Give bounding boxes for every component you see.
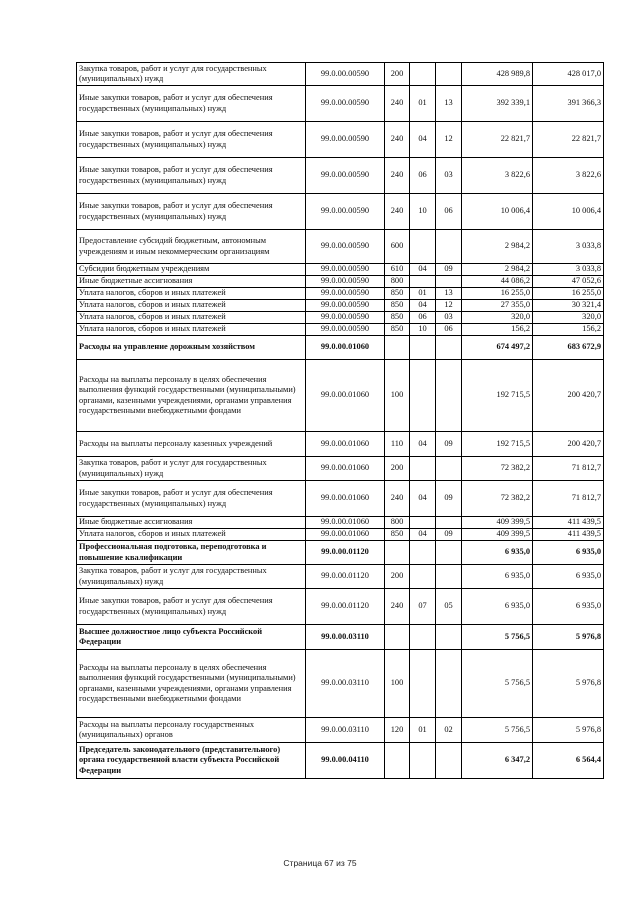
cell-amount-year-2: 200 420,7 xyxy=(533,432,604,457)
table-row xyxy=(77,432,604,457)
cell-name: Субсидии бюджетным учреждениям xyxy=(77,264,306,276)
table-row xyxy=(77,276,604,288)
cell-name: Уплата налогов, сборов и иных платежей xyxy=(77,288,306,300)
cell-expense-type: 120 xyxy=(385,718,410,743)
cell-section: 01 xyxy=(410,86,436,122)
cell-amount-year-1: 2 984,2 xyxy=(462,264,533,276)
cell-subsection xyxy=(436,517,462,529)
cell-name: Иные бюджетные ассигнования xyxy=(77,276,306,288)
cell-expense-type xyxy=(385,625,410,650)
cell-target-code: 99.0.00.00590 xyxy=(306,312,385,324)
budget-table-body xyxy=(77,63,604,779)
cell-subsection xyxy=(436,360,462,432)
cell-expense-type: 610 xyxy=(385,264,410,276)
cell-section xyxy=(410,541,436,565)
cell-target-code: 99.0.00.01060 xyxy=(306,432,385,457)
cell-name: Председатель законодательного (представительного) органа государственной власти субъекта Российской Федерации xyxy=(77,743,306,779)
cell-section xyxy=(410,230,436,264)
cell-subsection xyxy=(436,457,462,481)
cell-target-code: 99.0.00.01060 xyxy=(306,336,385,360)
cell-name: Иные бюджетные ассигнования xyxy=(77,517,306,529)
cell-amount-year-1: 16 255,0 xyxy=(462,288,533,300)
budget-table xyxy=(76,62,604,779)
cell-amount-year-1: 674 497,2 xyxy=(462,336,533,360)
cell-section xyxy=(410,625,436,650)
cell-amount-year-1: 72 382,2 xyxy=(462,457,533,481)
cell-section: 10 xyxy=(410,324,436,336)
cell-amount-year-2: 71 812,7 xyxy=(533,481,604,517)
cell-name: Уплата налогов, сборов и иных платежей xyxy=(77,324,306,336)
cell-amount-year-1: 5 756,5 xyxy=(462,718,533,743)
cell-section: 01 xyxy=(410,288,436,300)
cell-expense-type xyxy=(385,336,410,360)
table-row xyxy=(77,63,604,86)
cell-name: Профессиональная подготовка, переподготовка и повышение квалификации xyxy=(77,541,306,565)
cell-name: Иные закупки товаров, работ и услуг для обеспечения государственных (муниципальных) нужд xyxy=(77,589,306,625)
table-row xyxy=(77,324,604,336)
cell-amount-year-1: 5 756,5 xyxy=(462,650,533,718)
cell-target-code: 99.0.00.01120 xyxy=(306,541,385,565)
cell-amount-year-1: 320,0 xyxy=(462,312,533,324)
cell-expense-type: 110 xyxy=(385,432,410,457)
cell-expense-type: 850 xyxy=(385,312,410,324)
cell-name: Высшее должностное лицо субъекта Российской Федерации xyxy=(77,625,306,650)
cell-amount-year-2: 22 821,7 xyxy=(533,122,604,158)
cell-subsection xyxy=(436,650,462,718)
cell-amount-year-1: 22 821,7 xyxy=(462,122,533,158)
cell-subsection: 12 xyxy=(436,122,462,158)
cell-target-code: 99.0.00.01060 xyxy=(306,360,385,432)
cell-expense-type: 240 xyxy=(385,481,410,517)
cell-expense-type: 850 xyxy=(385,324,410,336)
table-row xyxy=(77,122,604,158)
cell-name: Закупка товаров, работ и услуг для государственных (муниципальных) нужд xyxy=(77,457,306,481)
table-row xyxy=(77,158,604,194)
table-row xyxy=(77,312,604,324)
cell-name: Иные закупки товаров, работ и услуг для обеспечения государственных (муниципальных) нужд xyxy=(77,194,306,230)
cell-amount-year-2: 5 976,8 xyxy=(533,718,604,743)
cell-amount-year-1: 44 086,2 xyxy=(462,276,533,288)
cell-name: Закупка товаров, работ и услуг для государственных (муниципальных) нужд xyxy=(77,63,306,86)
cell-subsection xyxy=(436,541,462,565)
cell-section: 04 xyxy=(410,432,436,457)
cell-amount-year-1: 3 822,6 xyxy=(462,158,533,194)
cell-name: Иные закупки товаров, работ и услуг для обеспечения государственных (муниципальных) нужд xyxy=(77,86,306,122)
cell-section: 04 xyxy=(410,529,436,541)
cell-amount-year-1: 6 935,0 xyxy=(462,565,533,589)
cell-section: 04 xyxy=(410,300,436,312)
cell-amount-year-2: 3 033,8 xyxy=(533,230,604,264)
cell-expense-type xyxy=(385,743,410,779)
cell-expense-type: 800 xyxy=(385,276,410,288)
cell-section xyxy=(410,360,436,432)
cell-amount-year-2: 10 006,4 xyxy=(533,194,604,230)
cell-target-code: 99.0.00.03110 xyxy=(306,718,385,743)
cell-amount-year-1: 192 715,5 xyxy=(462,432,533,457)
cell-amount-year-2: 30 321,4 xyxy=(533,300,604,312)
cell-subsection xyxy=(436,63,462,86)
cell-subsection: 03 xyxy=(436,312,462,324)
table-row xyxy=(77,718,604,743)
cell-name: Иные закупки товаров, работ и услуг для обеспечения государственных (муниципальных) нужд xyxy=(77,481,306,517)
cell-amount-year-2: 6 564,4 xyxy=(533,743,604,779)
cell-name: Уплата налогов, сборов и иных платежей xyxy=(77,529,306,541)
cell-amount-year-2: 6 935,0 xyxy=(533,589,604,625)
cell-subsection xyxy=(436,230,462,264)
page-number: Страница 67 из 75 xyxy=(283,858,357,868)
cell-amount-year-1: 6 935,0 xyxy=(462,589,533,625)
cell-name: Расходы на выплаты персоналу казенных учреждений xyxy=(77,432,306,457)
table-row xyxy=(77,264,604,276)
cell-expense-type: 850 xyxy=(385,529,410,541)
cell-section: 07 xyxy=(410,589,436,625)
cell-amount-year-1: 10 006,4 xyxy=(462,194,533,230)
cell-expense-type: 240 xyxy=(385,589,410,625)
cell-amount-year-2: 411 439,5 xyxy=(533,529,604,541)
cell-section xyxy=(410,457,436,481)
cell-subsection: 06 xyxy=(436,324,462,336)
cell-amount-year-2: 3 033,8 xyxy=(533,264,604,276)
cell-target-code: 99.0.00.00590 xyxy=(306,288,385,300)
cell-amount-year-2: 6 935,0 xyxy=(533,565,604,589)
table-row xyxy=(77,288,604,300)
cell-subsection: 09 xyxy=(436,529,462,541)
cell-target-code: 99.0.00.01060 xyxy=(306,517,385,529)
cell-section xyxy=(410,276,436,288)
cell-amount-year-2: 156,2 xyxy=(533,324,604,336)
cell-amount-year-2: 5 976,8 xyxy=(533,625,604,650)
table-row xyxy=(77,650,604,718)
cell-amount-year-1: 6 935,0 xyxy=(462,541,533,565)
cell-target-code: 99.0.00.00590 xyxy=(306,122,385,158)
cell-expense-type: 850 xyxy=(385,288,410,300)
cell-amount-year-2: 71 812,7 xyxy=(533,457,604,481)
cell-section: 04 xyxy=(410,122,436,158)
table-row xyxy=(77,743,604,779)
cell-subsection xyxy=(436,743,462,779)
cell-subsection: 13 xyxy=(436,86,462,122)
cell-name: Расходы на управление дорожным хозяйством xyxy=(77,336,306,360)
cell-amount-year-1: 392 339,1 xyxy=(462,86,533,122)
table-row xyxy=(77,360,604,432)
cell-target-code: 99.0.00.00590 xyxy=(306,194,385,230)
cell-subsection: 05 xyxy=(436,589,462,625)
cell-expense-type: 100 xyxy=(385,360,410,432)
cell-name: Расходы на выплаты персоналу в целях обеспечения выполнения функций государственными (муниципальными) органами, казенными учреждениями, органами управления государственными внебюджетными фондами xyxy=(77,360,306,432)
cell-subsection: 09 xyxy=(436,481,462,517)
cell-section xyxy=(410,517,436,529)
cell-amount-year-2: 320,0 xyxy=(533,312,604,324)
cell-amount-year-2: 391 366,3 xyxy=(533,86,604,122)
cell-target-code: 99.0.00.00590 xyxy=(306,158,385,194)
cell-amount-year-1: 5 756,5 xyxy=(462,625,533,650)
cell-target-code: 99.0.00.01060 xyxy=(306,457,385,481)
cell-expense-type: 850 xyxy=(385,300,410,312)
cell-amount-year-2: 16 255,0 xyxy=(533,288,604,300)
cell-subsection: 06 xyxy=(436,194,462,230)
table-row xyxy=(77,457,604,481)
cell-section xyxy=(410,743,436,779)
cell-amount-year-1: 72 382,2 xyxy=(462,481,533,517)
table-row xyxy=(77,541,604,565)
table-row xyxy=(77,481,604,517)
cell-name: Закупка товаров, работ и услуг для государственных (муниципальных) нужд xyxy=(77,565,306,589)
cell-expense-type: 200 xyxy=(385,565,410,589)
cell-target-code: 99.0.00.00590 xyxy=(306,230,385,264)
cell-section xyxy=(410,336,436,360)
cell-expense-type: 240 xyxy=(385,158,410,194)
cell-target-code: 99.0.00.00590 xyxy=(306,300,385,312)
table-row xyxy=(77,230,604,264)
cell-name: Иные закупки товаров, работ и услуг для обеспечения государственных (муниципальных) нужд xyxy=(77,158,306,194)
table-row xyxy=(77,86,604,122)
cell-section xyxy=(410,63,436,86)
cell-amount-year-1: 428 989,8 xyxy=(462,63,533,86)
cell-amount-year-1: 409 399,5 xyxy=(462,517,533,529)
cell-target-code: 99.0.00.03110 xyxy=(306,625,385,650)
cell-amount-year-1: 2 984,2 xyxy=(462,230,533,264)
table-row xyxy=(77,529,604,541)
cell-amount-year-2: 5 976,8 xyxy=(533,650,604,718)
table-row xyxy=(77,565,604,589)
cell-subsection xyxy=(436,336,462,360)
cell-section xyxy=(410,565,436,589)
cell-subsection: 02 xyxy=(436,718,462,743)
table-row xyxy=(77,589,604,625)
cell-amount-year-1: 27 355,0 xyxy=(462,300,533,312)
table-row xyxy=(77,336,604,360)
cell-section: 10 xyxy=(410,194,436,230)
table-row xyxy=(77,625,604,650)
cell-target-code: 99.0.00.03110 xyxy=(306,650,385,718)
cell-section: 04 xyxy=(410,264,436,276)
cell-name: Предоставление субсидий бюджетным, автономным учреждениям и иным некоммерческим организациям xyxy=(77,230,306,264)
cell-subsection: 09 xyxy=(436,432,462,457)
cell-subsection xyxy=(436,625,462,650)
cell-target-code: 99.0.00.01120 xyxy=(306,589,385,625)
cell-amount-year-2: 6 935,0 xyxy=(533,541,604,565)
cell-target-code: 99.0.00.01120 xyxy=(306,565,385,589)
cell-target-code: 99.0.00.00590 xyxy=(306,324,385,336)
cell-subsection: 12 xyxy=(436,300,462,312)
cell-amount-year-2: 411 439,5 xyxy=(533,517,604,529)
cell-amount-year-2: 428 017,0 xyxy=(533,63,604,86)
cell-section: 01 xyxy=(410,718,436,743)
cell-name: Уплата налогов, сборов и иных платежей xyxy=(77,300,306,312)
cell-subsection: 09 xyxy=(436,264,462,276)
cell-name: Расходы на выплаты персоналу в целях обеспечения выполнения функций государственными (муниципальными) органами, казенными учреждениями, органами управления государственными внебюджетными фондами xyxy=(77,650,306,718)
cell-amount-year-1: 192 715,5 xyxy=(462,360,533,432)
cell-target-code: 99.0.00.01060 xyxy=(306,481,385,517)
table-row xyxy=(77,300,604,312)
cell-target-code: 99.0.00.01060 xyxy=(306,529,385,541)
cell-expense-type: 240 xyxy=(385,86,410,122)
cell-amount-year-1: 156,2 xyxy=(462,324,533,336)
cell-target-code: 99.0.00.00590 xyxy=(306,276,385,288)
cell-amount-year-2: 683 672,9 xyxy=(533,336,604,360)
cell-expense-type: 240 xyxy=(385,194,410,230)
cell-section: 06 xyxy=(410,158,436,194)
cell-subsection: 03 xyxy=(436,158,462,194)
cell-name: Иные закупки товаров, работ и услуг для обеспечения государственных (муниципальных) нужд xyxy=(77,122,306,158)
cell-amount-year-2: 47 052,6 xyxy=(533,276,604,288)
cell-expense-type: 100 xyxy=(385,650,410,718)
cell-section xyxy=(410,650,436,718)
cell-expense-type: 200 xyxy=(385,457,410,481)
cell-expense-type: 240 xyxy=(385,122,410,158)
cell-section: 06 xyxy=(410,312,436,324)
cell-target-code: 99.0.00.00590 xyxy=(306,264,385,276)
cell-amount-year-2: 3 822,6 xyxy=(533,158,604,194)
table-row xyxy=(77,194,604,230)
cell-amount-year-1: 409 399,5 xyxy=(462,529,533,541)
cell-expense-type xyxy=(385,541,410,565)
cell-name: Расходы на выплаты персоналу государственных (муниципальных) органов xyxy=(77,718,306,743)
cell-expense-type: 200 xyxy=(385,63,410,86)
cell-section: 04 xyxy=(410,481,436,517)
cell-amount-year-2: 200 420,7 xyxy=(533,360,604,432)
cell-name: Уплата налогов, сборов и иных платежей xyxy=(77,312,306,324)
cell-expense-type: 600 xyxy=(385,230,410,264)
cell-subsection xyxy=(436,276,462,288)
cell-amount-year-1: 6 347,2 xyxy=(462,743,533,779)
cell-subsection: 13 xyxy=(436,288,462,300)
cell-target-code: 99.0.00.00590 xyxy=(306,86,385,122)
cell-target-code: 99.0.00.04110 xyxy=(306,743,385,779)
cell-expense-type: 800 xyxy=(385,517,410,529)
cell-target-code: 99.0.00.00590 xyxy=(306,63,385,86)
cell-subsection xyxy=(436,565,462,589)
table-row xyxy=(77,517,604,529)
